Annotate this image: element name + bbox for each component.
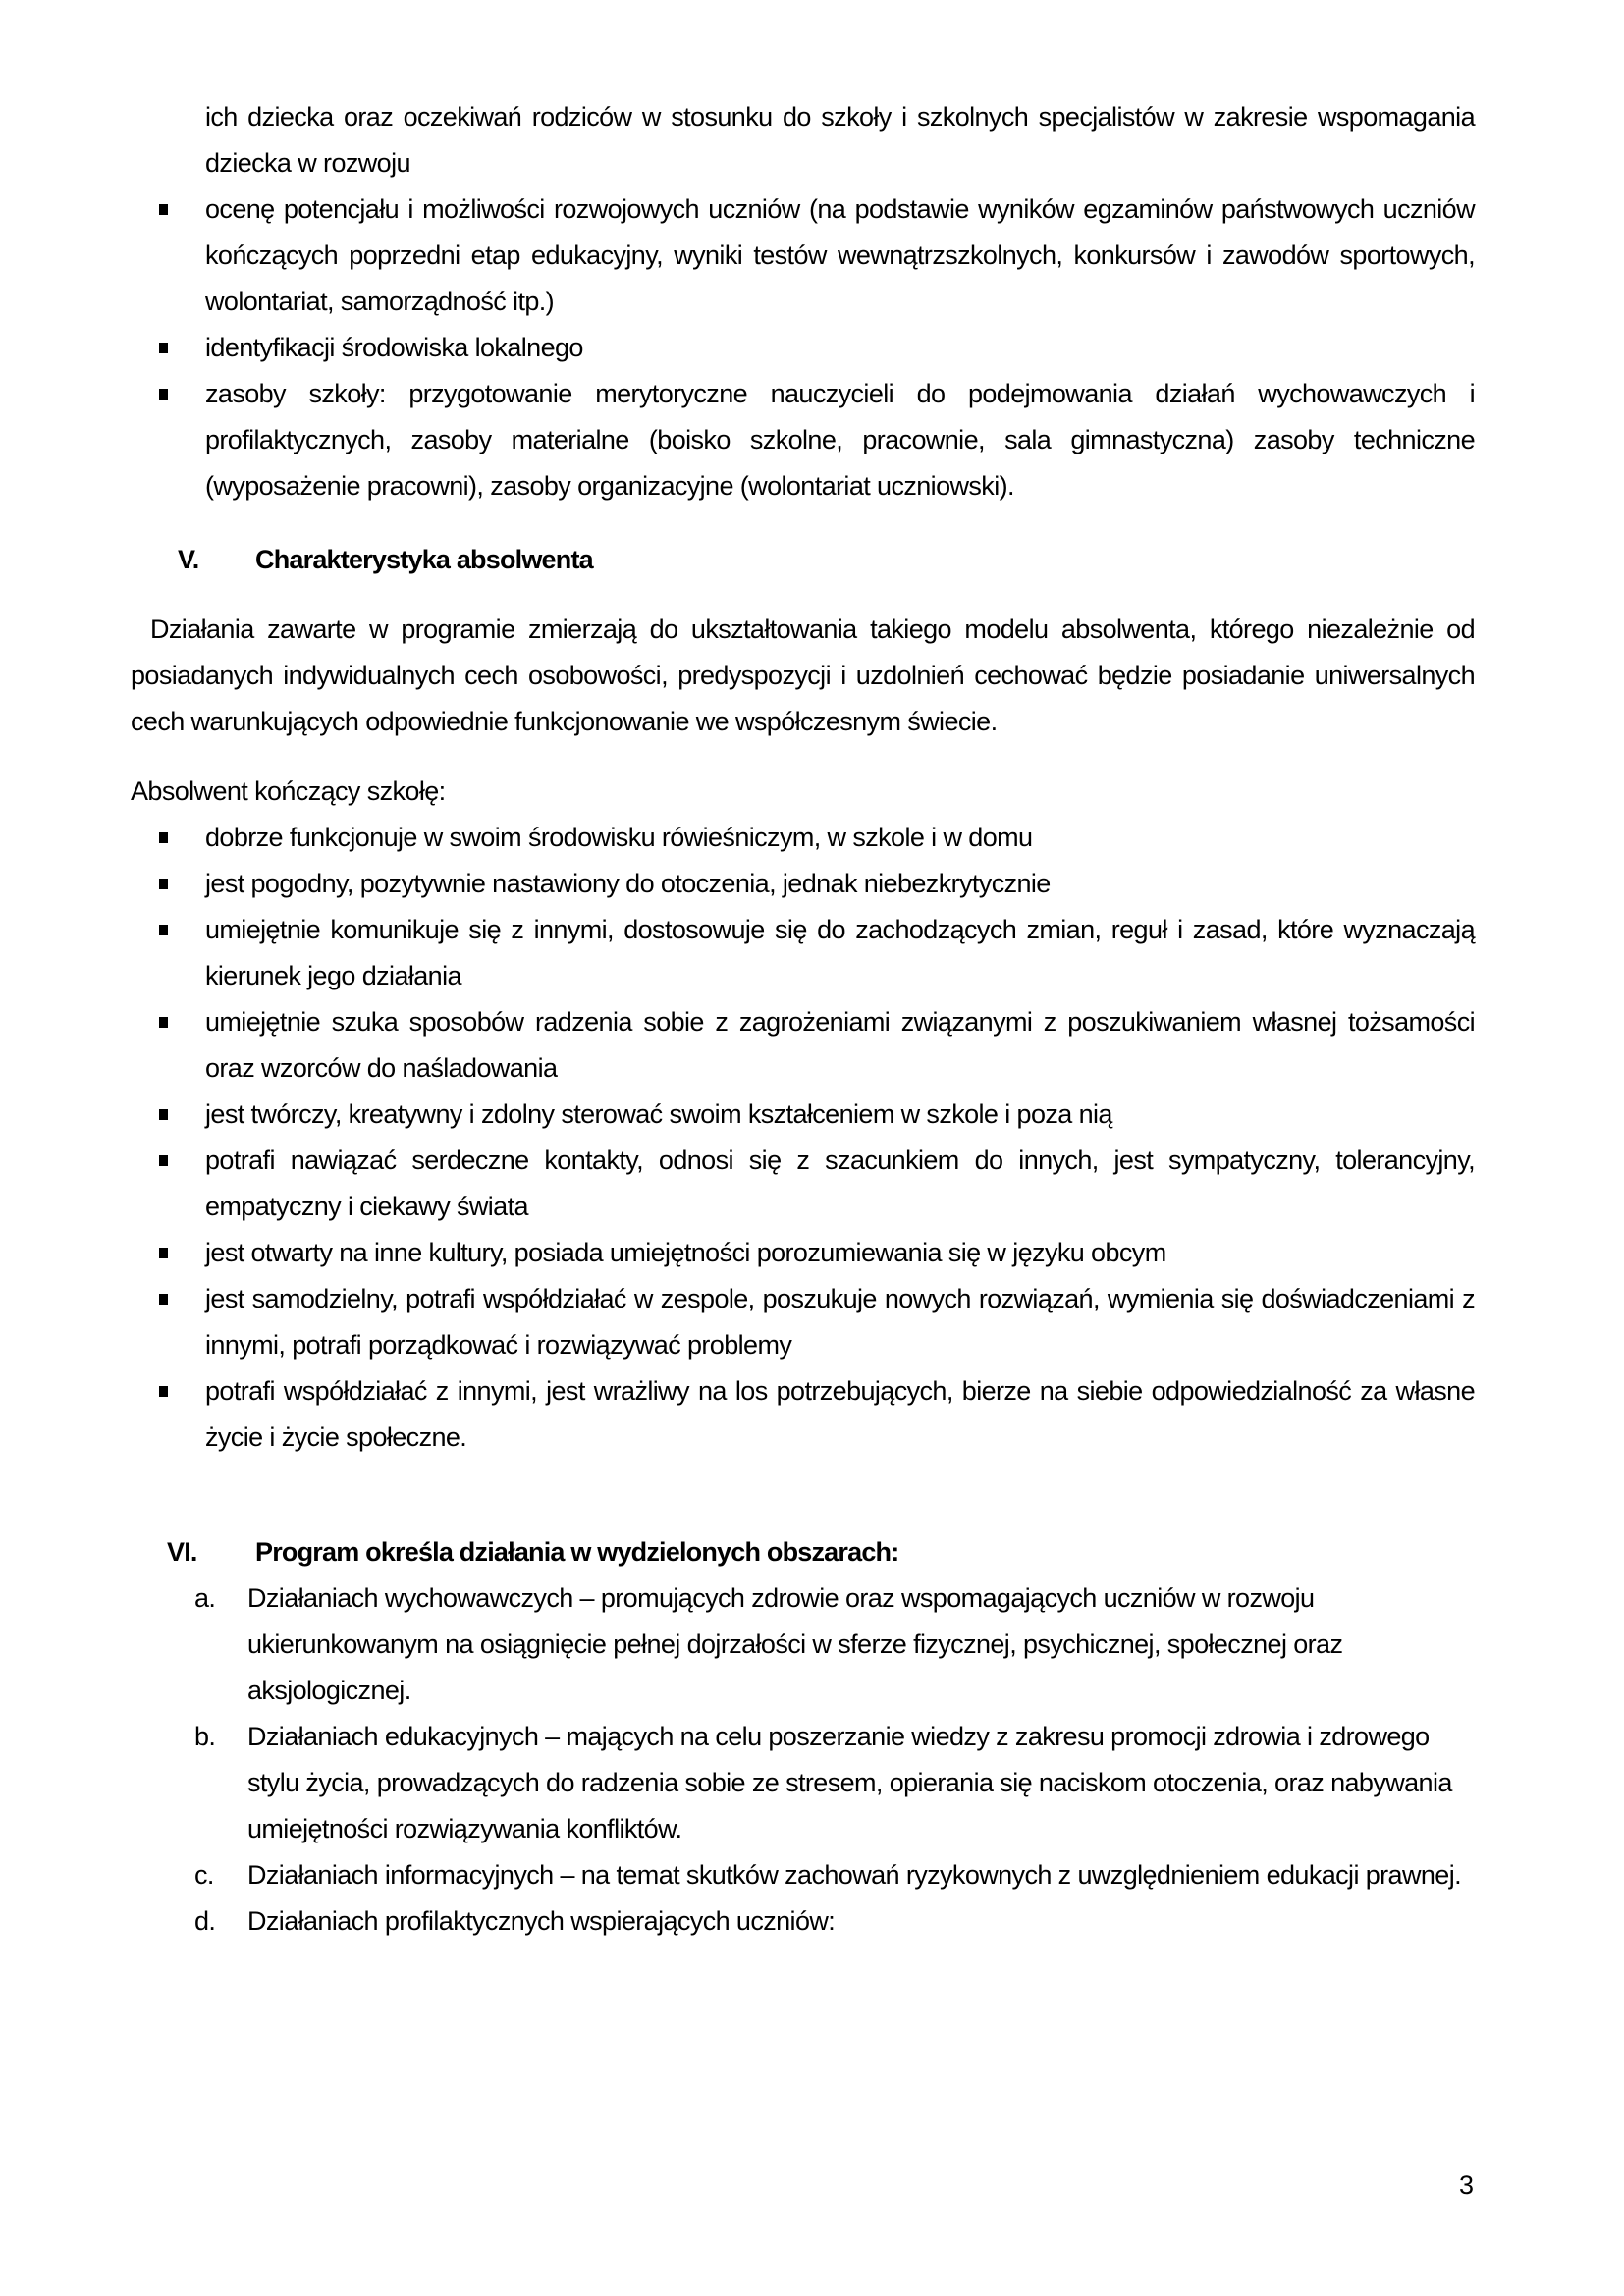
square-bullet-icon bbox=[159, 1017, 168, 1028]
list-item: d. Działaniach profilaktycznych wspierających uczniów: bbox=[187, 1898, 1475, 1945]
list-item: jest otwarty na inne kultury, posiada umiejętności porozumiewania się w języku obcym bbox=[194, 1230, 1475, 1276]
square-bullet-icon bbox=[159, 343, 168, 353]
square-bullet-icon bbox=[159, 1109, 168, 1120]
square-bullet-icon bbox=[159, 1155, 168, 1166]
list-marker: b. bbox=[194, 1722, 216, 1751]
spacer bbox=[194, 1461, 1475, 1529]
graduate-model-paragraph: Działania zawarte w programie zmierzają do ukształtowania takiego modelu absolwenta, którego niezależnie od posiadanych indywidualnych cech osobowości, predyspozycji i uzdolnień cechować będzie posiadanie uniwersalnych cech warunkujących odpowiednie funkcjonowanie we współczesnym świecie. bbox=[131, 614, 1475, 736]
list-marker: d. bbox=[194, 1906, 216, 1936]
list-item: b. Działaniach edukacyjnych – mających na celu poszerzanie wiedzy z zakresu promocji zdrowia i zdrowego stylu życia, prowadzących do radzenia sobie ze stresem, opierania się naciskom otoczenia, oraz nabywania umiejętności rozwiązywania konfliktów. bbox=[187, 1714, 1475, 1852]
section-title: Charakterystyka absolwenta bbox=[255, 545, 593, 574]
program-areas-list bbox=[187, 1575, 1475, 1945]
square-bullet-icon bbox=[159, 832, 168, 843]
square-bullet-icon bbox=[159, 204, 168, 215]
section-number: V. bbox=[178, 545, 199, 574]
list-marker: a. bbox=[194, 1583, 216, 1613]
graduate-list-intro: Absolwent kończący szkołę: bbox=[131, 776, 446, 806]
section-title: Program określa działania w wydzielonych obszarach: bbox=[255, 1537, 899, 1567]
list-item: umiejętnie komunikuje się z innymi, dostosowuje się do zachodzących zmian, reguł i zasad, które wyznaczają kierunek jego działania bbox=[194, 907, 1475, 999]
section-number: VI. bbox=[167, 1537, 197, 1567]
square-bullet-icon bbox=[159, 1248, 168, 1258]
square-bullet-icon bbox=[159, 1386, 168, 1397]
list-item: identyfikacji środowiska lokalnego bbox=[194, 325, 1475, 371]
list-item: potrafi współdziałać z innymi, jest wrażliwy na los potrzebujących, bierze na siebie odpowiedzialność za własne życie i życie społeczne. bbox=[194, 1368, 1475, 1461]
list-item: jest samodzielny, potrafi współdziałać w zespole, poszukuje nowych rozwiązań, wymienia się doświadczeniami z innymi, potrafi porządkować i rozwiązywać problemy bbox=[194, 1276, 1475, 1368]
section-v-body bbox=[131, 607, 1475, 815]
spacer bbox=[131, 745, 1475, 769]
square-bullet-icon bbox=[159, 389, 168, 400]
school-diagnosis-list bbox=[194, 187, 1475, 509]
list-item: potrafi nawiązać serdeczne kontakty, odnosi się z szacunkiem do innych, jest sympatyczny, tolerancyjny, empatyczny i ciekawy świata bbox=[194, 1138, 1475, 1230]
list-item: zasoby szkoły: przygotowanie merytoryczne nauczycieli do podejmowania działań wychowawczych i profilaktycznych, zasoby materialne (boisko szkolne, pracownie, sala gimnastyczna) zasoby techniczne (wyposażenie pracowni), zasoby organizacyjne (wolontariat uczniowski). bbox=[194, 371, 1475, 509]
list-item: ocenę potencjału i możliwości rozwojowych uczniów (na podstawie wyników egzaminów państwowych uczniów kończących poprzedni etap edukacyjny, wyniki testów wewnątrzszkolnych, konkursów i zawodów sportowych, wolontariat, samorządność itp.) bbox=[194, 187, 1475, 325]
page-content bbox=[131, 94, 1475, 1945]
list-item: jest pogodny, pozytywnie nastawiony do otoczenia, jednak niebezkrytycznie bbox=[194, 861, 1475, 907]
list-item: c. Działaniach informacyjnych – na temat skutków zachowań ryzykownych z uwzględnieniem edukacji prawnej. bbox=[187, 1852, 1475, 1898]
square-bullet-icon bbox=[159, 925, 168, 935]
graduate-traits-list bbox=[194, 815, 1475, 1461]
section-heading-vi bbox=[167, 1529, 1475, 1575]
list-item: dobrze funkcjonuje w swoim środowisku rówieśniczym, w szkole i w domu bbox=[194, 815, 1475, 861]
list-marker: c. bbox=[194, 1860, 214, 1890]
section-heading-v bbox=[178, 537, 1475, 583]
list-item: a. Działaniach wychowawczych – promujących zdrowie oraz wspomagających uczniów w rozwoju ukierunkowanym na osiągnięcie pełnej dojrzałości w sferze fizycznej, psychicznej, społecznej oraz aksjologicznej. bbox=[187, 1575, 1475, 1714]
page-number: 3 bbox=[1458, 2170, 1474, 2200]
square-bullet-icon bbox=[159, 1294, 168, 1305]
spacer bbox=[194, 509, 1475, 537]
list-item: jest twórczy, kreatywny i zdolny sterować swoim kształceniem w szkole i poza nią bbox=[194, 1092, 1475, 1138]
list-item: umiejętnie szuka sposobów radzenia sobie z zagrożeniami związanymi z poszukiwaniem własnej tożsamości oraz wzorców do naśladowania bbox=[194, 999, 1475, 1092]
list-continuation-text: ich dziecka oraz oczekiwań rodziców w stosunku do szkoły i szkolnych specjalistów w zakresie wspomagania dziecka w rozwoju bbox=[205, 102, 1475, 178]
spacer bbox=[194, 583, 1475, 607]
square-bullet-icon bbox=[159, 879, 168, 889]
